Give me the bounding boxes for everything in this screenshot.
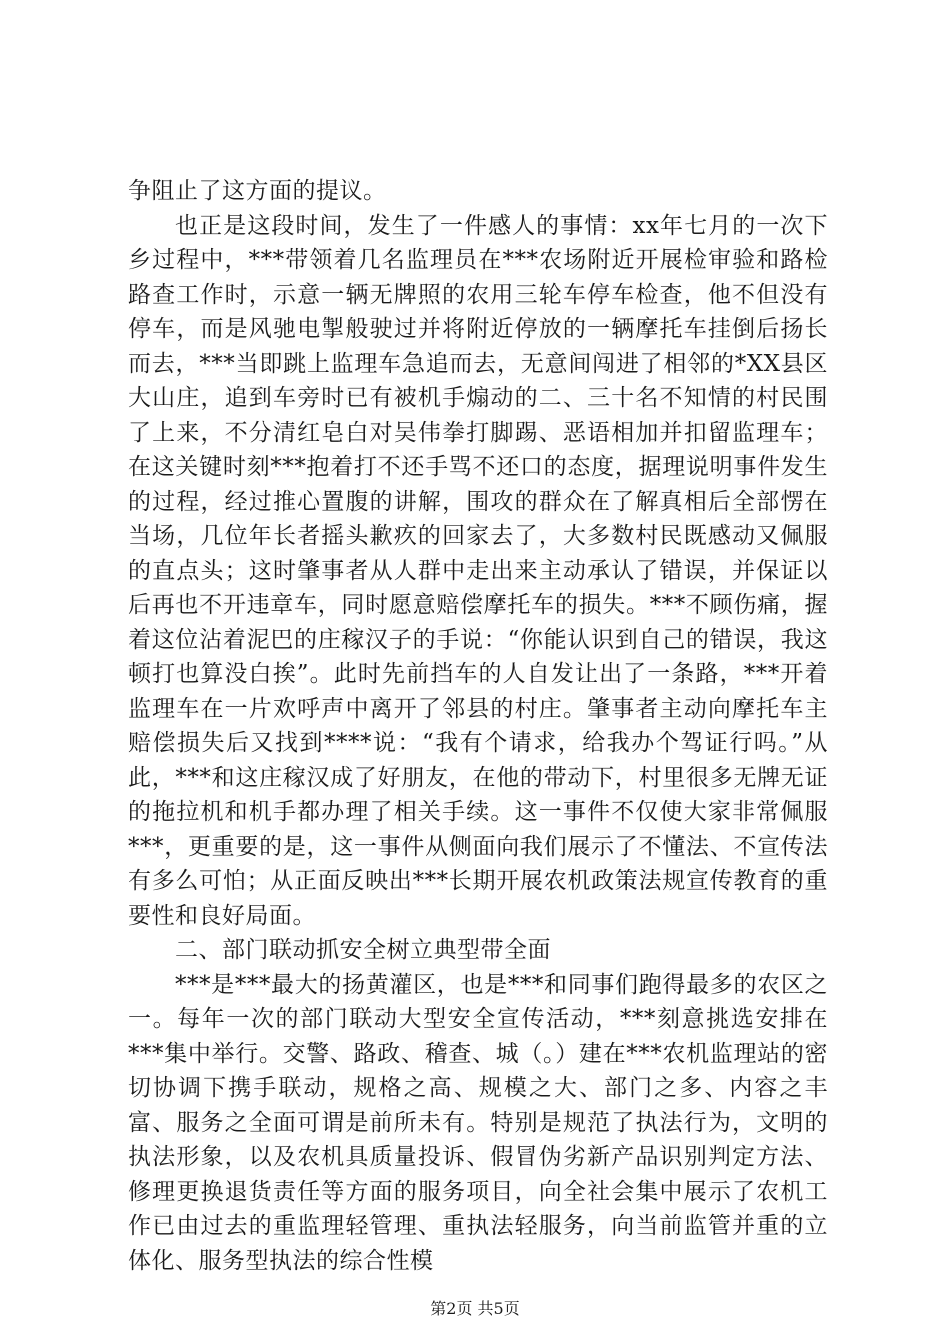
section-heading: 二、部门联动抓安全树立典型带全面 <box>175 937 551 963</box>
page-footer: 第2页 共5页 <box>430 1299 520 1318</box>
document-body <box>128 174 828 1278</box>
paragraph-continuation: 争阻止了这方面的提议。 <box>128 178 387 204</box>
paragraph-incident: 也正是这段时间，发生了一件感人的事情：xx年七月的一次下乡过程中，***带领着几名监理员在***农场附近开展检审验和路检路查工作时，示意一辆无牌照的农用三轮车停车检查，他不但没有停车，而是风驰电掣般驶过并将附近停放的一辆摩托车挂倒后扬长而去，***当即跳上监理车急追而去，无意间闯进了相邻的*XX县区大山庄，追到车旁时已有被机手煽动的二、三十名不知情的村民围了上来，不分清红皂白对吴伟拳打脚踢、恶语相加并扣留监理车；在这关键时刻***抱着打不还手骂不还口的态度，据理说明事件发生的过程，经过推心置腹的讲解，围攻的群众在了解真相后全部愣在当场，几位年长者摇头歉疚的回家去了，大多数村民既感动又佩服的直点头；这时肇事者从人群中走出来主动承认了错误，并保证以后再也不开违章车，同时愿意赔偿摩托车的损失。***不顾伤痛，握着这位沾着泥巴的庄稼汉子的手说：“你能认识到自己的错误，我这顿打也算没白挨”。此时先前挡车的人自发让出了一条路，***开着监理车在一片欢呼声中离开了邻县的村庄。肇事者主动向摩托车主赔偿损失后又找到****说：“我有个请求，给我办个驾证行吗。”从此，***和这庄稼汉成了好朋友，在他的带动下，村里很多无牌无证的拖拉机和机手都办理了相关手续。这一事件不仅使大家非常佩服***，更重要的是，这一事件从侧面向我们展示了不懂法、不宣传法有多么可怕；从正面反映出***长期开展农机政策法规宣传教育的重要性和良好局面。 <box>128 212 828 929</box>
paragraph-joint-action: ***是***最大的扬黄灌区，也是***和同事们跑得最多的农区之一。每年一次的部门联动大型安全宣传活动，***刻意挑选安排在***集中举行。交警、路政、稽查、城（。）建在***农机监理站的密切协调下携手联动，规格之高、规模之大、部门之多、内容之丰富、服务之全面可谓是前所未有。特别是规范了执法行为，文明的执法形象，以及农机具质量投诉、假冒伪劣新产品识别判定方法、修理更换退货责任等方面的服务项目，向全社会集中展示了农机工作已由过去的重监理轻管理、重执法轻服务，向当前监管并重的立体化、服务型执法的综合性模 <box>128 971 828 1274</box>
